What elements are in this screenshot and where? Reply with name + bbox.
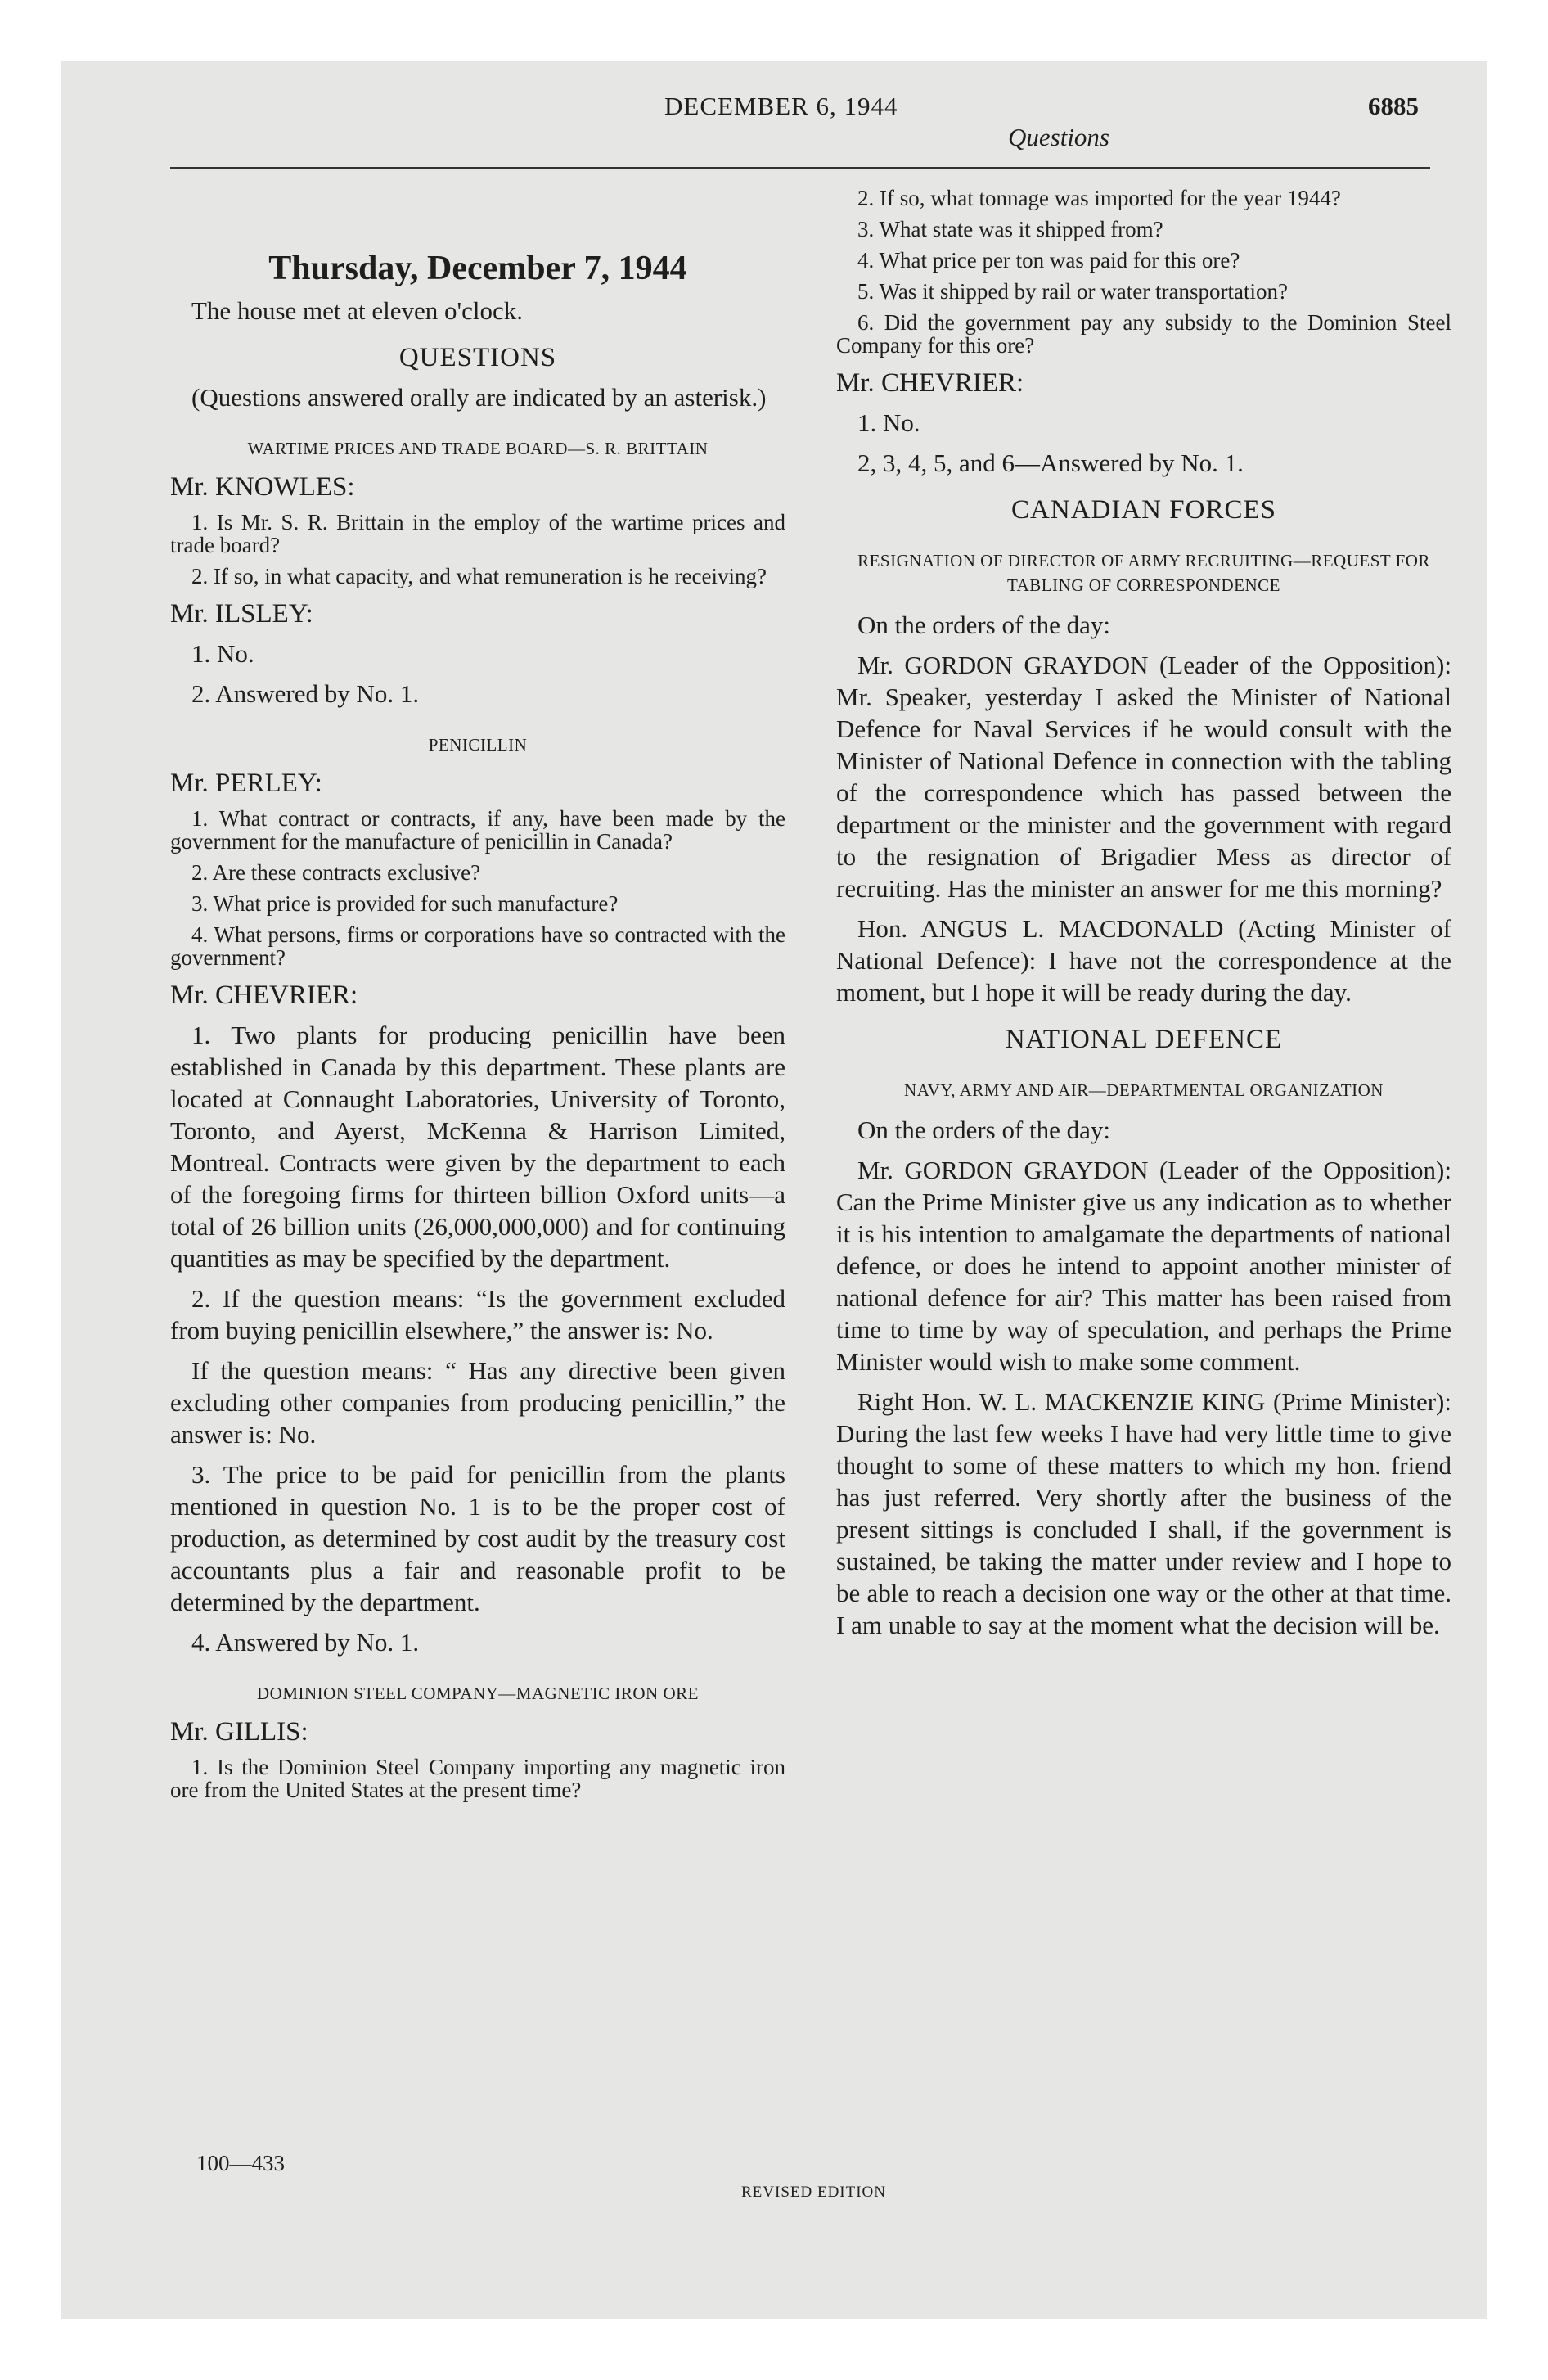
canadian-p1: Mr. GORDON GRAYDON (Leader of the Opposition): Mr. Speaker, yesterday I asked the Minister of National Defence for Naval Services if he would consult with the Minister of National Defence in connection with the tabling of the correspondence which has passed between the department or the minister and the government with regard to the resignation of Brigadier Mess as director of recruiting. Has the minister an answer for me this morning? [836, 651, 1451, 903]
footer-edition: REVISED EDITION [741, 2184, 887, 2201]
questions-note: (Questions answered orally are indicated by an asterisk.) [191, 383, 767, 412]
penicillin-a1: 1. Two plants for producing penicillin have been established in Canada by this department. These plants are located at Connaught Laboratories, University of Toronto, Toronto, and Ayerst, McKenna & Harrison Limited, Montreal. Contracts were given by the department to each of the foregoing firms for thirteen billion Oxford units—a total of 26 billion units (26,000,000,000) and for continuing quantities as may be specified by the department. [170, 1021, 785, 1273]
national-p1: Mr. GORDON GRAYDON (Leader of the Opposition): Can the Prime Minister give us any indication as to whether it is his intention to amalgamate the departments of national defence, or does he intend to appoint another minister of national defence for air? This matter has been raised from time to time by way of speculation, and perhaps the Prime Minister would wish to make some comment. [836, 1156, 1451, 1376]
penicillin-a3: 3. The price to be paid for penicillin from the plants mentioned in question No. 1 is to be the proper cost of production, as determined by cost audit by the treasury cost accountants plus a fair and reasonable profit to be determined by the department. [170, 1460, 785, 1616]
page-number: 6885 [1368, 92, 1419, 120]
dominion-a1: 1. No. [857, 408, 920, 437]
penicillin-heading: PENICILLIN [428, 735, 528, 755]
penicillin-asker: Mr. PERLEY: [170, 769, 322, 798]
intro-text: The house met at eleven o'clock. [191, 296, 523, 325]
national-defence-heading: NATIONAL DEFENCE [1005, 1025, 1283, 1054]
header-date: DECEMBER 6, 1944 [664, 92, 898, 120]
dominion-asker: Mr. GILLIS: [170, 1717, 308, 1747]
wartime-a1: 1. No. [191, 639, 254, 668]
national-defence-subheading: NAVY, ARMY AND AIR—DEPARTMENTAL ORGANIZATION [904, 1080, 1384, 1100]
dominion-responder: Mr. CHEVRIER: [836, 368, 1024, 398]
penicillin-responder: Mr. CHEVRIER: [170, 980, 358, 1010]
national-p2: Right Hon. W. L. MACKENZIE KING (Prime Minister): During the last few weeks I have had very little time to give thought to some of these matters to which my hon. friend has just referred. Very shortly after the business of the present sittings is concluded I shall, if the government is sustained, be taking the matter under review and I hope to be able to reach a decision one way or the other at that time. I am unable to say at the moment what the decision will be. [836, 1387, 1451, 1639]
dominion-q4: 4. What price per ton was paid for this ore? [857, 248, 1240, 273]
dominion-q6: 6. Did the government pay any subsidy to the Dominion Steel Company for this ore? [836, 310, 1451, 358]
header-section: Questions [1008, 123, 1109, 151]
penicillin-q1: 1. What contract or contracts, if any, have been made by the government for the manufacture of penicillin in Canada? [170, 806, 785, 854]
national-orders: On the orders of the day: [857, 1116, 1111, 1144]
dominion-heading: DOMINION STEEL COMPANY—MAGNETIC IRON ORE [257, 1684, 699, 1703]
right-column [836, 187, 1451, 1649]
penicillin-q3: 3. What price is provided for such manufacture? [191, 891, 619, 916]
wartime-heading: WARTIME PRICES AND TRADE BOARD—S. R. BRITTAIN [247, 439, 709, 458]
penicillin-q4: 4. What persons, firms or corporations have so contracted with the government? [170, 922, 785, 970]
footer-identifier: 100—433 [196, 2151, 285, 2175]
dominion-a2: 2, 3, 4, 5, and 6—Answered by No. 1. [857, 449, 1244, 477]
wartime-q1: 1. Is Mr. S. R. Brittain in the employ of the wartime prices and trade board? [170, 510, 785, 557]
questions-heading: QUESTIONS [398, 343, 557, 372]
penicillin-a4: 4. Answered by No. 1. [191, 1628, 420, 1657]
canadian-p2: Hon. ANGUS L. MACDONALD (Acting Minister of National Defence): I have not the correspondence at the moment, but I hope it will be ready during the day. [836, 914, 1451, 1007]
wartime-a2: 2. Answered by No. 1. [191, 679, 420, 708]
wartime-responder: Mr. ILSLEY: [170, 599, 313, 629]
day-title: Thursday, December 7, 1944 [268, 250, 687, 287]
dominion-q2: 2. If so, what tonnage was imported for the year 1944? [857, 186, 1341, 210]
penicillin-q2: 2. Are these contracts exclusive? [191, 860, 481, 885]
penicillin-a2b: If the question means: “ Has any directive been given excluding other companies from producing penicillin,” the answer is: No. [170, 1356, 785, 1449]
canadian-forces-heading: CANADIAN FORCES [1011, 495, 1276, 525]
left-column [170, 187, 785, 1810]
dominion-q3: 3. What state was it shipped from? [857, 217, 1163, 241]
canadian-forces-subheading: RESIGNATION OF DIRECTOR OF ARMY RECRUITING—REQUEST FOR TABLING OF CORRESPONDENCE [857, 551, 1430, 595]
wartime-asker: Mr. KNOWLES: [170, 472, 355, 502]
dominion-q1: 1. Is the Dominion Steel Company importing any magnetic iron ore from the United States at the present time? [170, 1755, 785, 1802]
dominion-q5: 5. Was it shipped by rail or water transportation? [857, 279, 1288, 304]
canadian-orders: On the orders of the day: [857, 611, 1111, 639]
header-rule [170, 167, 1430, 169]
wartime-q2: 2. If so, in what capacity, and what remuneration is he receiving? [191, 564, 767, 588]
penicillin-a2: 2. If the question means: “Is the government excluded from buying penicillin elsewhere,” the answer is: No. [170, 1284, 785, 1345]
